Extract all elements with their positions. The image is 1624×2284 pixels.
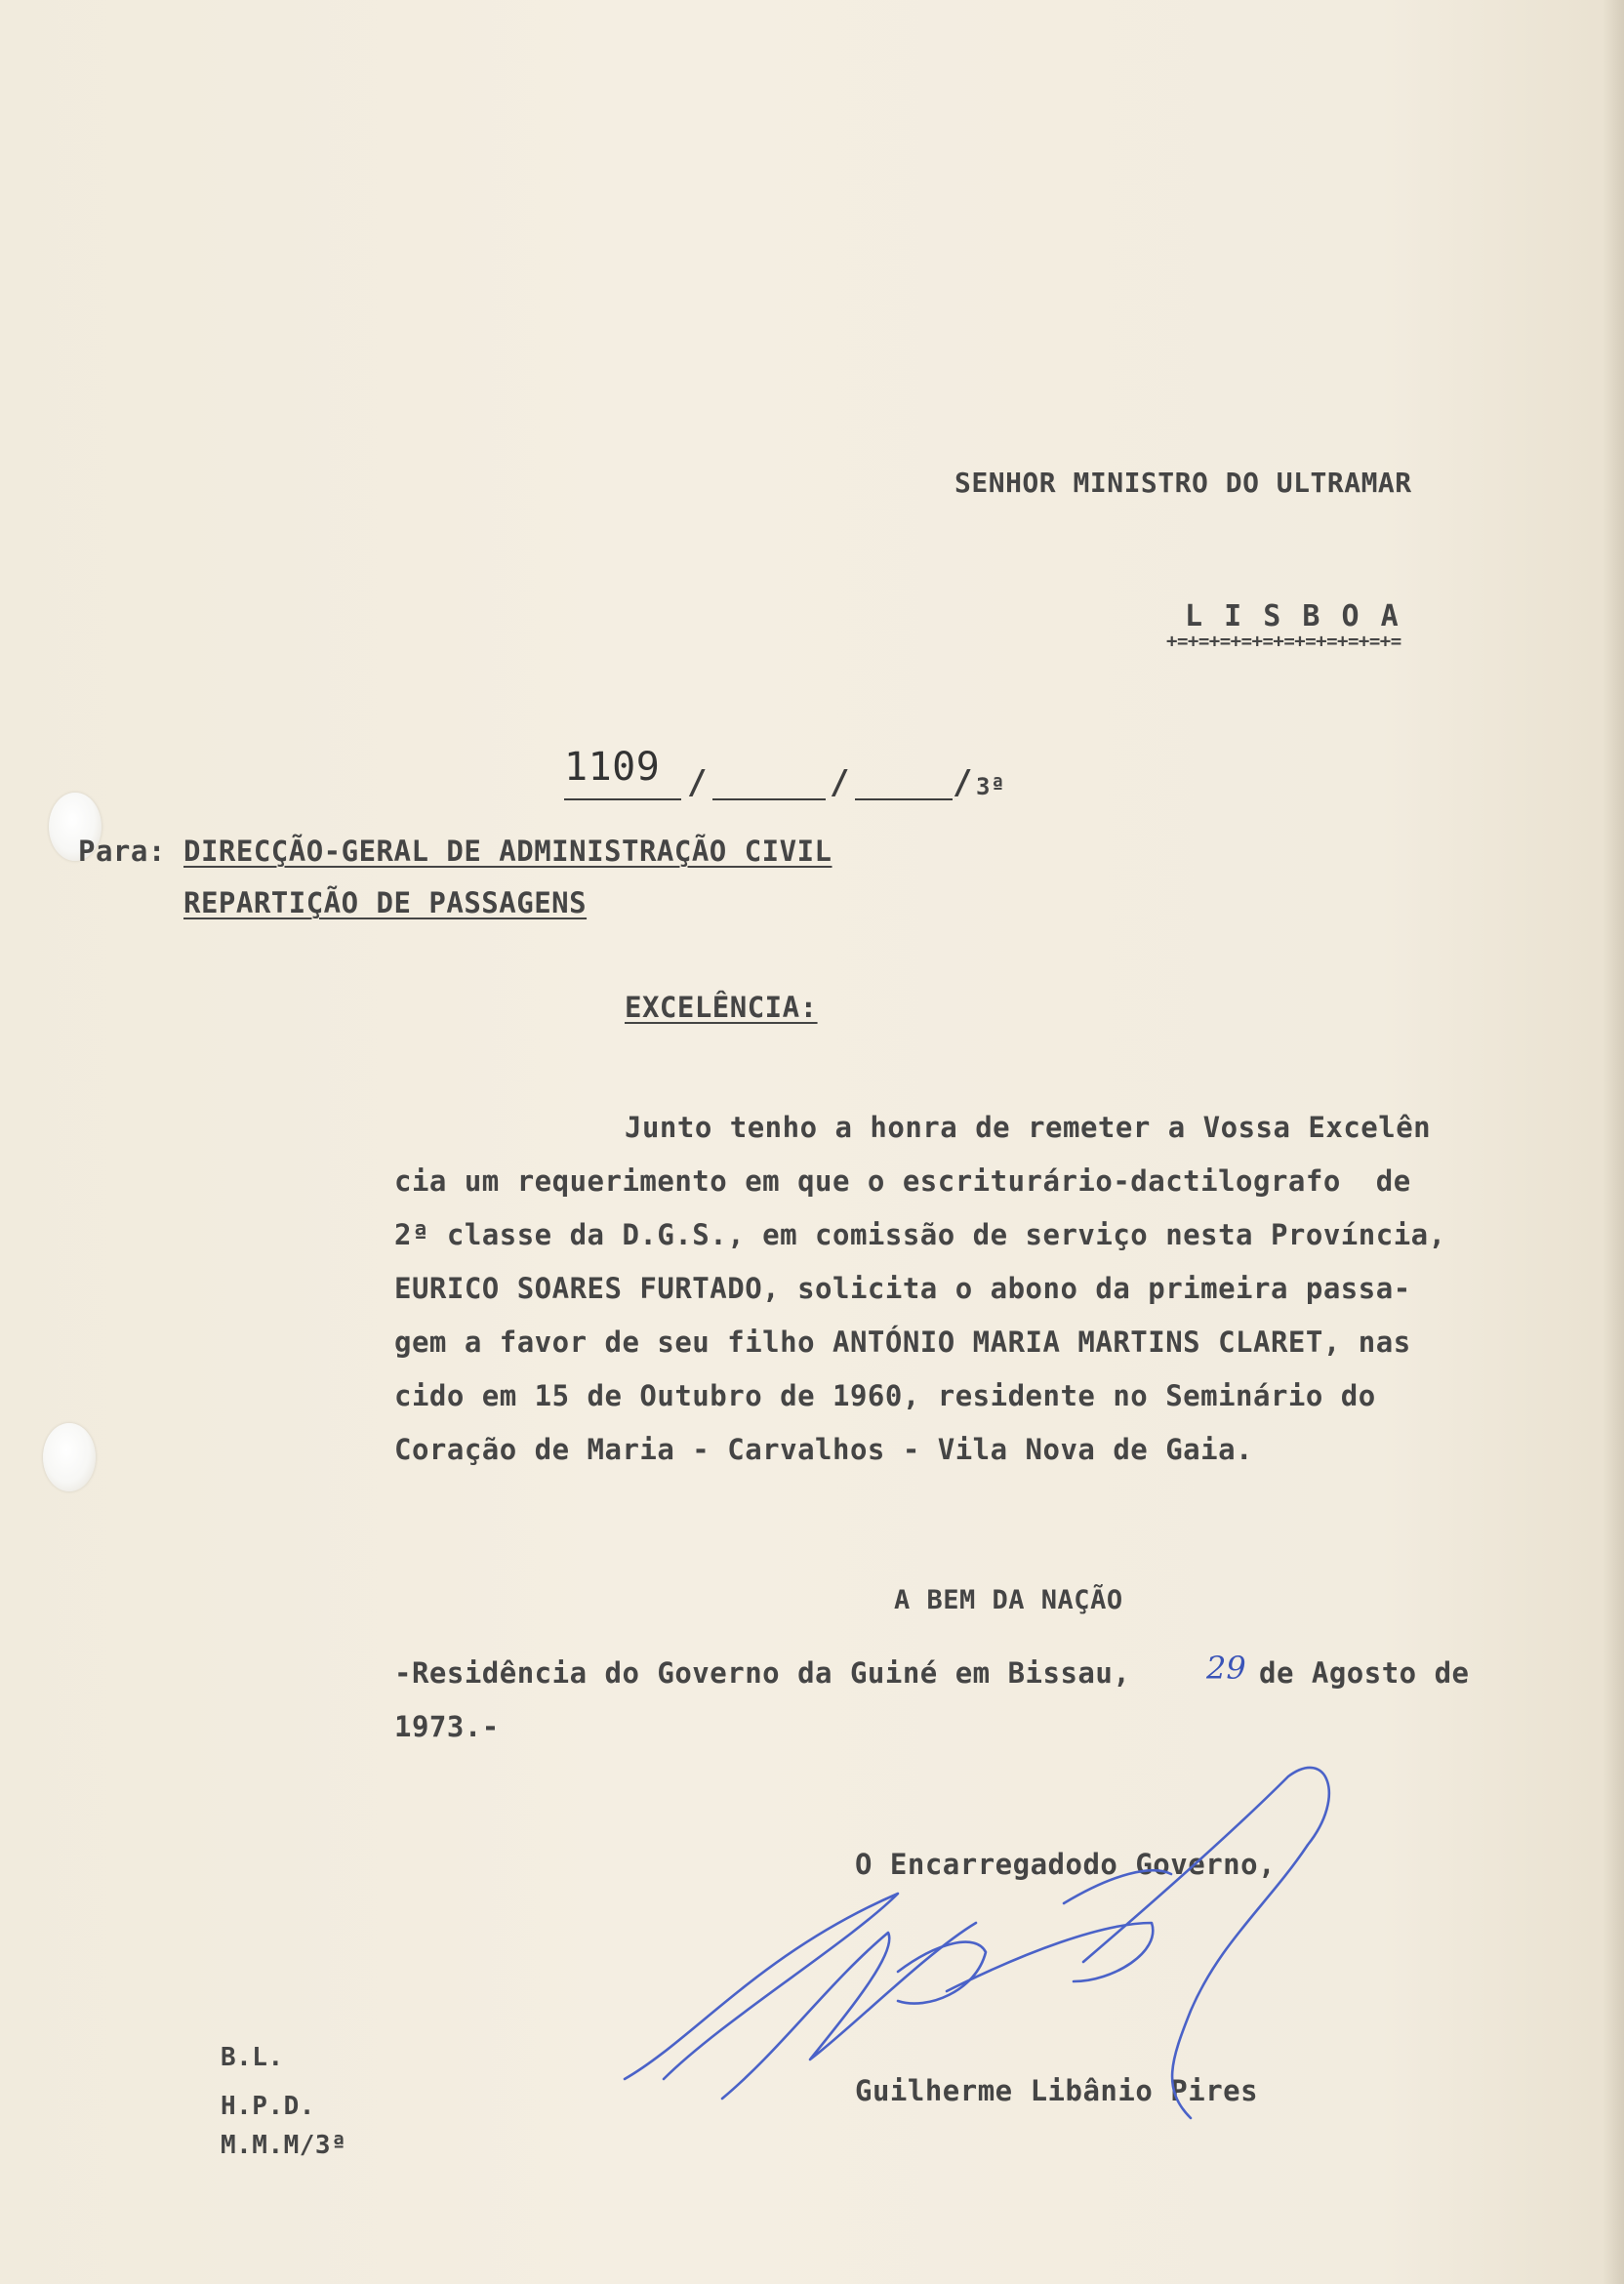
handwritten-signature [605,1757,1444,2128]
body-line-1: Junto tenho a honra de remeter a Vossa Excelên [625,1111,1432,1144]
para-line-2: REPARTIÇÃO DE PASSAGENS [183,886,588,919]
reference-line-1 [564,798,681,800]
body-line-7: Coração de Maria - Carvalhos - Vila Nova de Gaia. [394,1433,1254,1466]
initials-line-2: H.P.D. [221,2092,315,2121]
reference-line-3 [855,798,953,800]
body-line-2: cia um requerimento em que o escriturário-dactilografo de [394,1164,1411,1198]
place-date-year: 1973.- [394,1710,500,1743]
initials-line-1: B.L. [221,2043,284,2072]
salutation: EXCELÊNCIA: [625,991,818,1024]
signatory-role: O Encarregadodo Governo, [855,1848,1277,1881]
page-edge-shadow [1603,0,1624,2284]
reference-slash-2: / [830,763,850,802]
city-rule: +=+=+=+=+=+=+=+=+=+=+= [1166,631,1401,652]
signatory-name: Guilherme Libânio Pires [855,2074,1259,2107]
initials-line-3: M.M.M/3ª [221,2131,347,2160]
recipient-line: SENHOR MINISTRO DO ULTRAMAR [954,467,1412,499]
place-date-prefix: -Residência do Governo da Guiné em Bissau, [394,1656,1131,1690]
handwritten-day: 29 [1206,1650,1246,1687]
body-line-5: gem a favor de seu filho ANTÓNIO MARIA MARTINS CLARET, nas [394,1326,1411,1359]
punch-hole-bottom [43,1423,96,1491]
reference-suffix: 3ª [976,773,1005,800]
para-line-1: DIRECÇÃO-GERAL DE ADMINISTRAÇÃO CIVIL [183,835,832,868]
body-line-6: cido em 15 de Outubro de 1960, residente no Seminário do [394,1379,1376,1412]
reference-line-2 [712,798,826,800]
reference-number: 1109 [564,745,661,790]
reference-slash-3: / [953,763,973,802]
place-date-suffix: de Agosto de [1259,1656,1470,1690]
closing-formula: A BEM DA NAÇÃO [894,1585,1123,1615]
reference-slash-1: / [687,763,708,802]
body-line-3: 2ª classe da D.G.S., em comissão de serviço nesta Província, [394,1218,1446,1251]
city-line: L I S B O A [1185,599,1401,633]
para-label: Para: [78,835,166,868]
body-line-4: EURICO SOARES FURTADO, solicita o abono da primeira passa- [394,1272,1411,1305]
